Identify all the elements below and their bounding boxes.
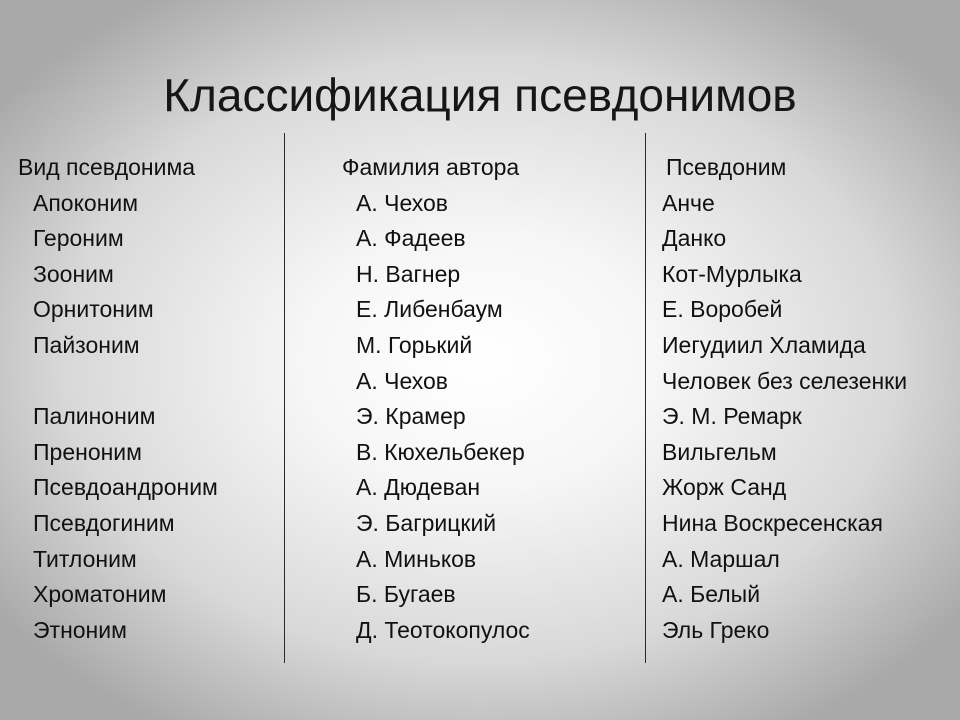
cell-author: Э. Крамер [356, 403, 466, 430]
cell-pseudonym: Данко [662, 225, 727, 252]
cell-type: Палиноним [33, 403, 156, 430]
table-row [0, 542, 960, 578]
table-row [0, 470, 960, 506]
cell-author: Д. Теотокопулос [356, 616, 530, 643]
cell-pseudonym: А. Белый [662, 581, 761, 608]
cell-type: Пайзоним [33, 331, 140, 358]
cell-type: Титлоним [33, 545, 137, 572]
table-row [0, 364, 960, 400]
cell-author: Е. Либенбаум [356, 296, 503, 323]
cell-type: Хроматоним [33, 581, 167, 608]
cell-author: В. Кюхельбекер [356, 438, 525, 465]
cell-pseudonym: Эль Греко [662, 616, 770, 643]
cell-author: М. Горький [356, 331, 473, 358]
table-row [0, 328, 960, 364]
cell-author: А. Миньков [356, 545, 477, 572]
cell-type: Псевдоандроним [33, 474, 218, 501]
cell-type: Героним [33, 225, 124, 252]
pseudonym-table [0, 150, 960, 648]
table-row [0, 613, 960, 649]
table-row [0, 399, 960, 435]
table-row [0, 257, 960, 293]
cell-pseudonym: Анче [662, 189, 715, 216]
table-header-row [0, 150, 960, 186]
cell-pseudonym: Вильгельм [662, 438, 777, 465]
header-type: Вид псевдонима [18, 154, 196, 180]
table-row [0, 292, 960, 328]
cell-author: Э. Багрицкий [356, 509, 497, 536]
header-author: Фамилия автора [342, 154, 520, 180]
page-title: Классификация псевдонимов [163, 69, 797, 121]
cell-author: Н. Вагнер [356, 260, 461, 287]
cell-pseudonym: Нина Воскресенская [662, 509, 883, 536]
cell-pseudonym: Кот-Мурлыка [662, 260, 802, 287]
cell-author: А. Фадеев [356, 225, 466, 252]
table-row [0, 435, 960, 471]
cell-type: Этноним [33, 616, 127, 643]
cell-pseudonym: А. Маршал [662, 545, 780, 572]
table-row [0, 186, 960, 222]
table-row [0, 506, 960, 542]
cell-pseudonym: Е. Воробей [662, 296, 783, 323]
header-pseudonym: Псевдоним [666, 154, 787, 180]
cell-author: А. Чехов [356, 189, 448, 216]
cell-type: Зооним [33, 260, 114, 287]
cell-author: А. Чехов [356, 367, 448, 394]
cell-type: Апоконим [33, 189, 139, 216]
table-row [0, 577, 960, 613]
cell-author: Б. Бугаев [356, 581, 456, 608]
table-row [0, 221, 960, 257]
cell-pseudonym: Человек без селезенки [662, 367, 908, 394]
cell-pseudonym: Иегудиил Хламида [662, 331, 866, 358]
cell-author: А. Дюдеван [356, 474, 481, 501]
cell-type: Орнитоним [33, 296, 154, 323]
cell-pseudonym: Э. М. Ремарк [662, 403, 802, 430]
cell-type: Псевдогиним [33, 509, 175, 536]
cell-type: Преноним [33, 438, 142, 465]
cell-pseudonym: Жорж Санд [662, 474, 787, 501]
